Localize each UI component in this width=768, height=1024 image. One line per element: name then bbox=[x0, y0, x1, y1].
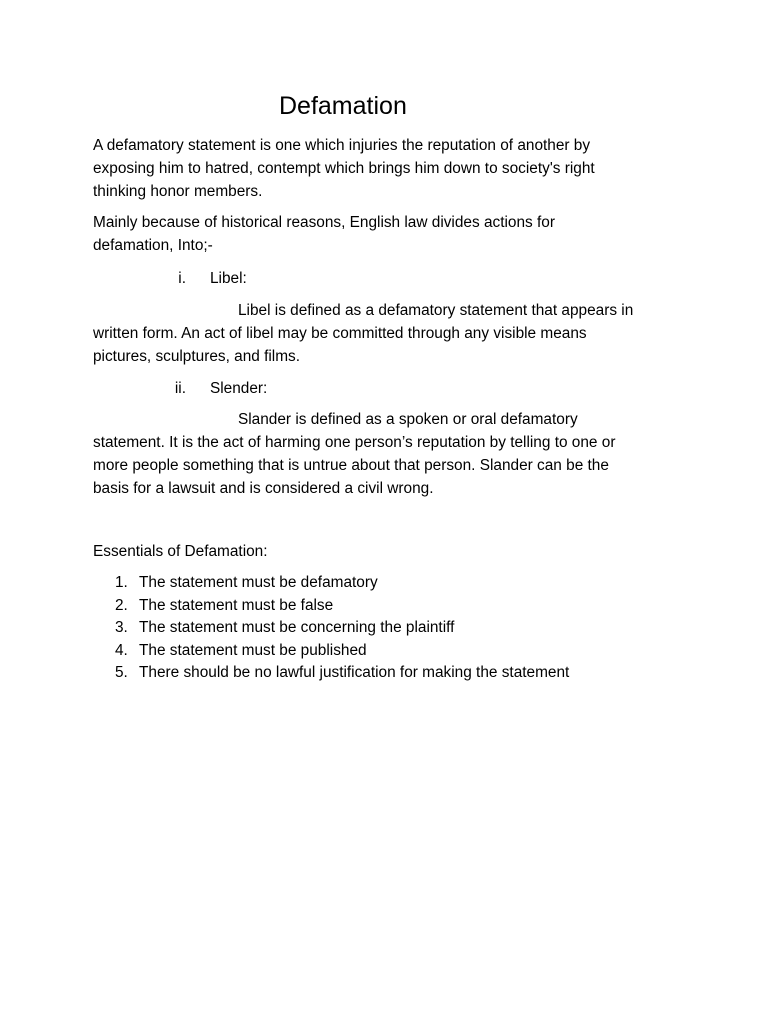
list-number: 4. bbox=[115, 641, 128, 659]
paragraph-line: exposing him to hatred, contempt which brings him down to society's right bbox=[93, 160, 595, 177]
page-title: Defamation bbox=[279, 92, 407, 120]
slander-paragraph bbox=[93, 408, 683, 500]
list-item-text: The statement must be published bbox=[139, 641, 367, 659]
list-item-text: There should be no lawful justification for making the statement bbox=[139, 664, 570, 682]
list-item bbox=[93, 640, 693, 663]
list-item-text: The statement must be concerning the plaintiff bbox=[139, 619, 455, 637]
paragraph-line: thinking honor members. bbox=[93, 183, 263, 200]
list-number: 3. bbox=[115, 619, 128, 637]
paragraph-line: Slander is defined as a spoken or oral defamatory bbox=[238, 411, 578, 428]
paragraph-line: Libel is defined as a defamatory statement that appears in bbox=[238, 302, 634, 319]
paragraph-line: defamation, Into;- bbox=[93, 237, 213, 254]
slander-heading: Slender: bbox=[210, 380, 268, 397]
essentials-heading: Essentials of Defamation: bbox=[93, 543, 268, 560]
list-item bbox=[93, 662, 693, 685]
list-item bbox=[93, 572, 693, 595]
list-marker-roman: i. bbox=[178, 270, 186, 287]
paragraph-line: Mainly because of historical reasons, English law divides actions for bbox=[93, 214, 555, 231]
list-item bbox=[93, 617, 693, 640]
paragraph-line: pictures, sculptures, and films. bbox=[93, 348, 300, 365]
libel-paragraph bbox=[93, 299, 683, 368]
division-paragraph bbox=[93, 211, 683, 257]
paragraph-line: statement. It is the act of harming one person’s reputation by telling to one or bbox=[93, 434, 616, 451]
paragraph-line: A defamatory statement is one which injuries the reputation of another by bbox=[93, 137, 591, 154]
list-item bbox=[93, 595, 693, 618]
intro-paragraph bbox=[93, 134, 683, 203]
essentials-list bbox=[93, 572, 693, 685]
list-number: 1. bbox=[115, 574, 128, 591]
paragraph-line: basis for a lawsuit and is considered a civil wrong. bbox=[93, 480, 434, 497]
list-number: 5. bbox=[115, 664, 128, 682]
libel-heading: Libel: bbox=[210, 270, 247, 287]
list-item-text: The statement must be defamatory bbox=[139, 574, 378, 591]
paragraph-line: written form. An act of libel may be committed through any visible means bbox=[93, 325, 587, 342]
list-marker-roman: ii. bbox=[174, 380, 186, 397]
list-number: 2. bbox=[115, 596, 128, 614]
list-item-text: The statement must be false bbox=[139, 596, 334, 614]
paragraph-line: more people something that is untrue about that person. Slander can be the bbox=[93, 457, 609, 474]
